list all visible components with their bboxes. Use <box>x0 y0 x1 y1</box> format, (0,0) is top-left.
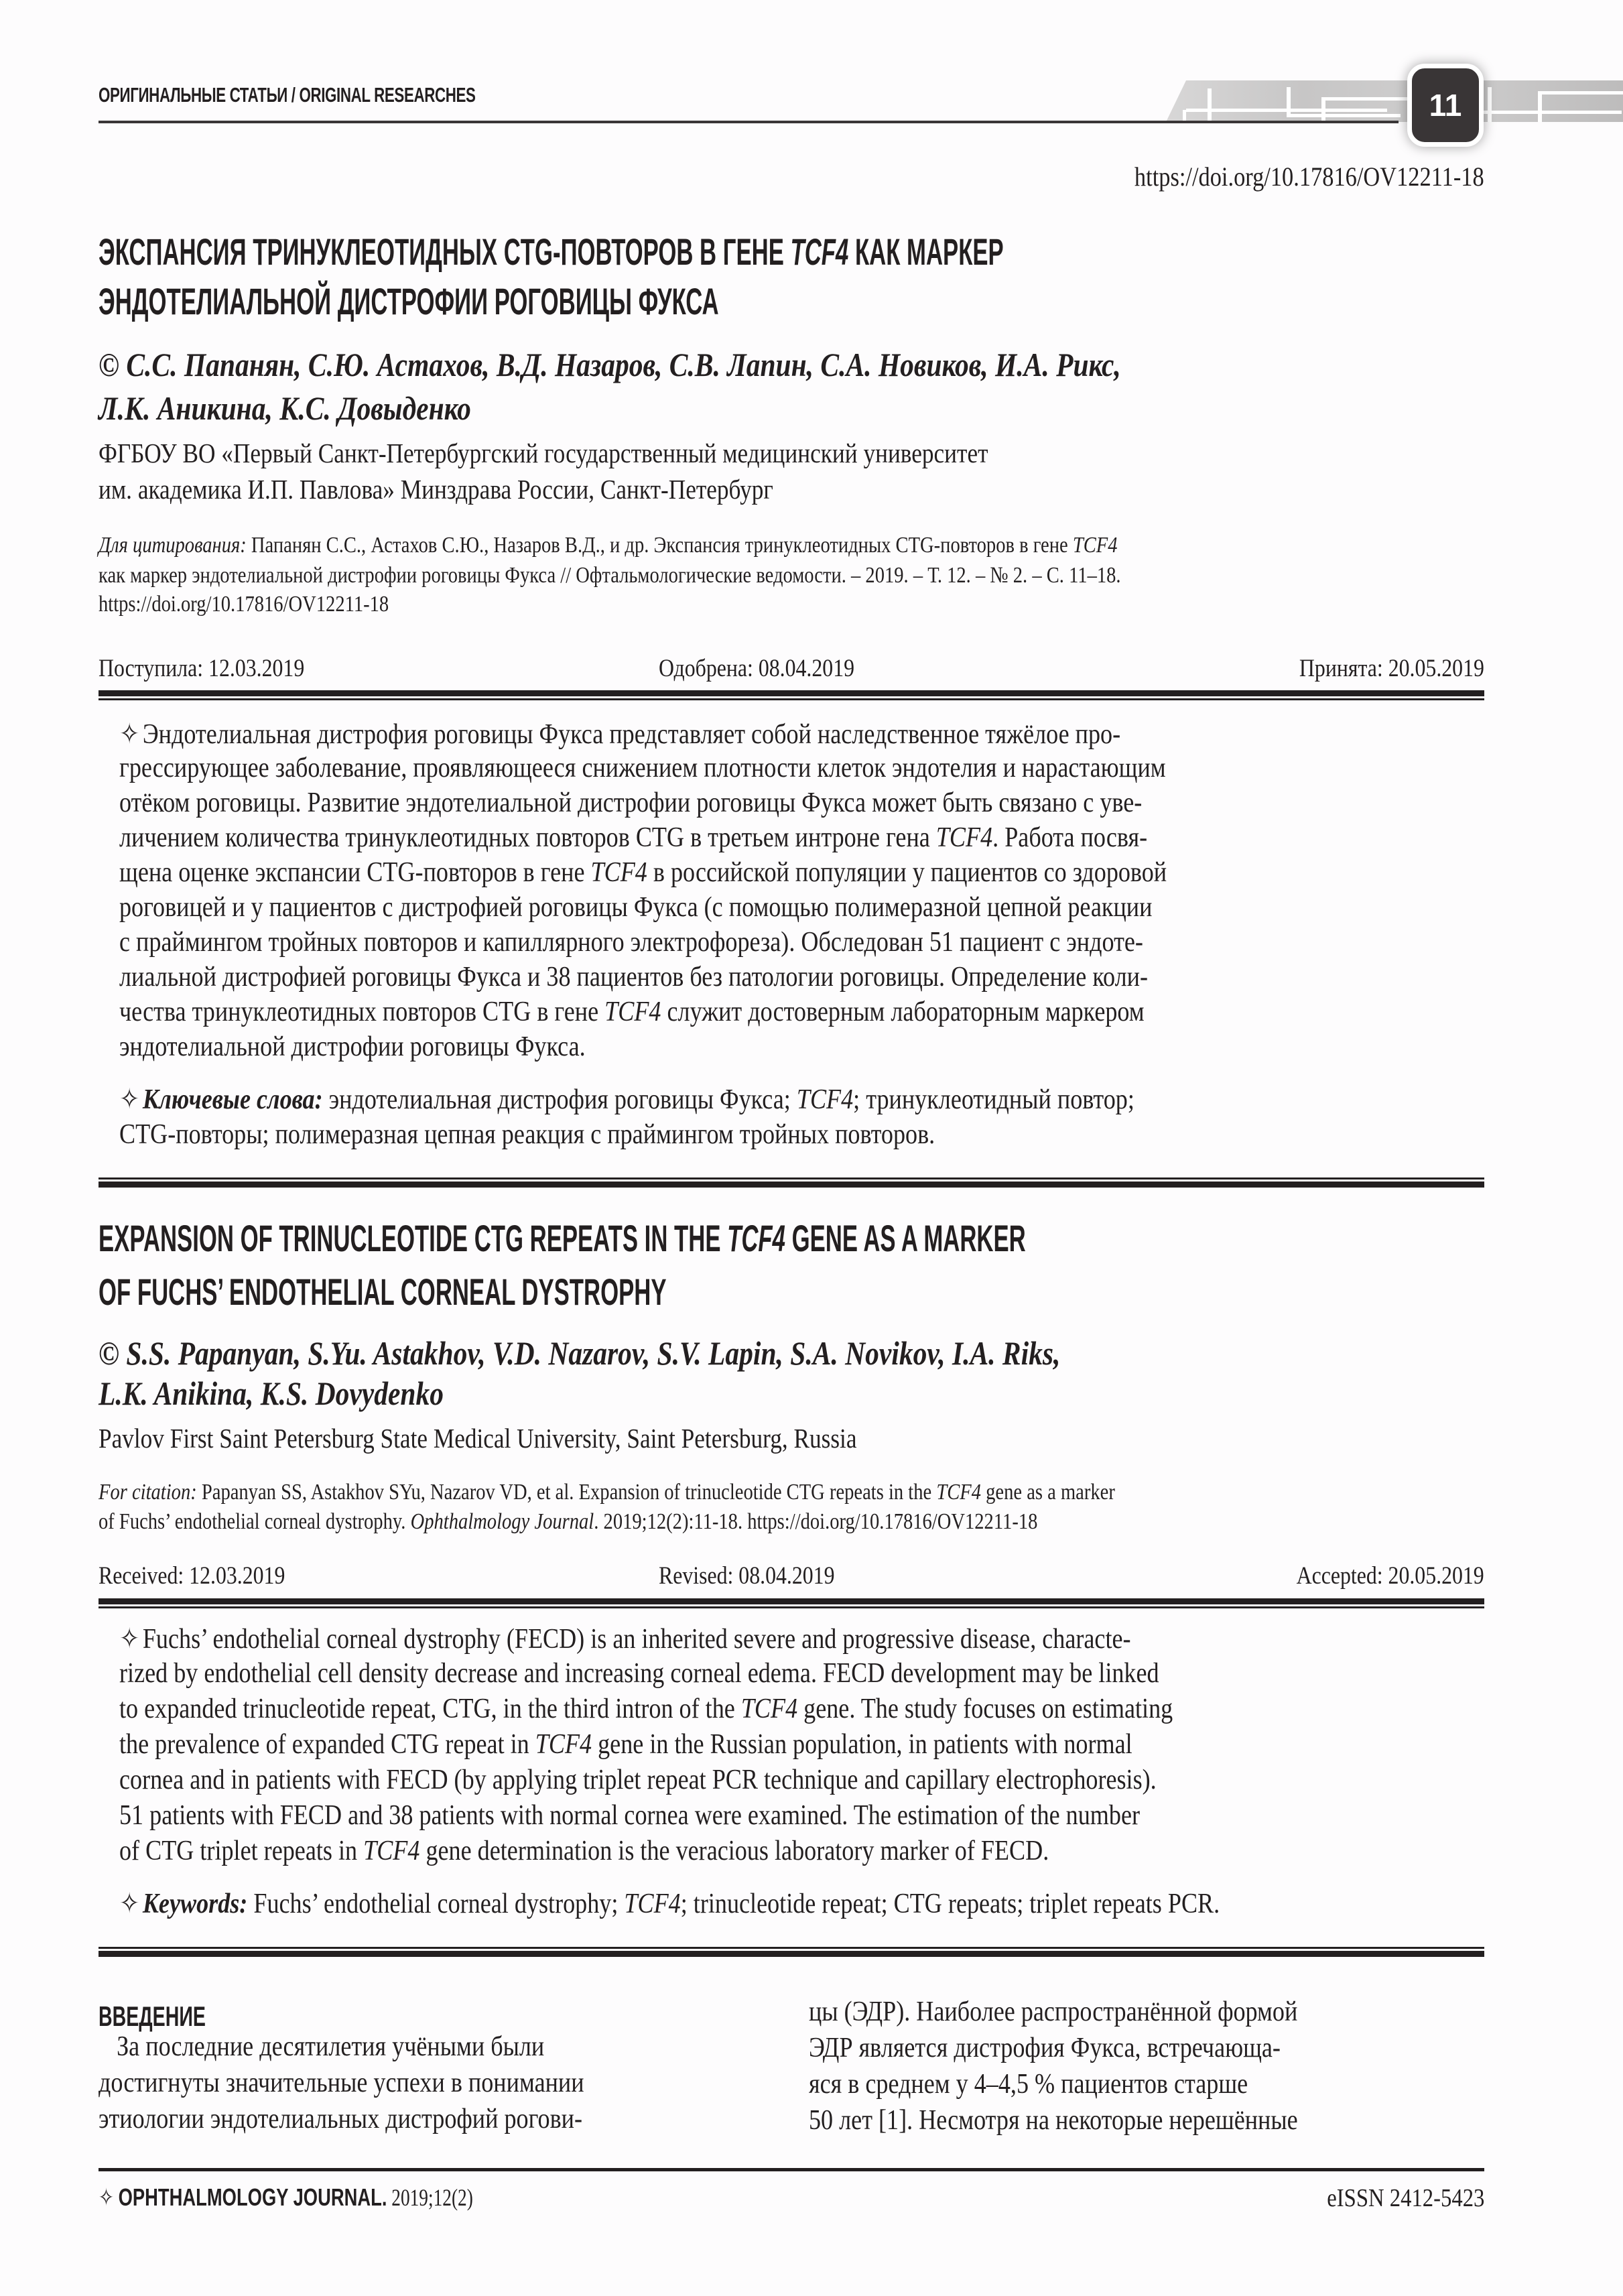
text-line: ✧ Fuchs’ endothelial corneal dystrophy (FECD) is an inherited severe and progressive disease, characte- <box>119 1622 1466 1657</box>
ru-affiliation-line-1: ФГБОУ ВО «Первый Санкт-Петербургский государственный медицинский университет <box>99 438 988 468</box>
text-line: ЭДР является дистрофия Фукса, встречающа- <box>809 2033 1281 2063</box>
text-line: ✧ Эндотелиальная дистрофия роговицы Фукса представляет собой наследственное тяжёлое про- <box>119 717 1466 752</box>
en-abstract <box>119 1622 1466 1870</box>
text-line: щена оценке экспансии CTG-повторов в гене TCF4 в российской популяции у пациентов со здоровой <box>119 857 1167 888</box>
diamond-star-icon: ✧ <box>119 719 140 750</box>
ru-citation-line-2: как маркер эндотелиальной дистрофии роговицы Фукса // Офтальмологические ведомости. – 2019. – Т. 12. – № 2. – С. 11–18. <box>99 563 1121 588</box>
text-line: грессирующее заболевание, проявляющееся снижением плотности клеток эндотелия и нарастающим <box>119 753 1166 783</box>
en-rule-bottom <box>99 1947 1484 1957</box>
footer-eissn: eISSN 2412-5423 <box>1326 2184 1484 2212</box>
text-line: отёком роговицы. Развитие эндотелиальной дистрофии роговицы Фукса может быть связано с уве- <box>119 787 1143 818</box>
ru-accepted-date: Принята: 20.05.2019 <box>1299 655 1484 682</box>
header-decoration <box>1166 80 1623 122</box>
header-rule <box>99 121 1399 123</box>
en-rule-top <box>99 1598 1484 1608</box>
gene-name: TCF4 <box>790 231 849 273</box>
ru-rule-bottom <box>99 1177 1484 1188</box>
ru-title-line-1: ЭКСПАНСИЯ ТРИНУКЛЕОТИДНЫХ CTG-ПОВТОРОВ В ГЕНЕ TCF4 КАК МАРКЕР <box>99 231 1004 273</box>
diamond-star-icon: ✧ <box>119 1084 140 1115</box>
ru-citation-line-1: Для цитирования: Папанян С.С., Астахов С.Ю., Назаров В.Д., и др. Экспансия тринуклеотидных CTG-повторов в гене TCF4 <box>99 533 1118 558</box>
ru-abstract <box>119 717 1466 1066</box>
en-accepted-date: Accepted: 20.05.2019 <box>1296 1562 1484 1590</box>
en-citation-line-1: For citation: Papanyan SS, Astakhov SYu, Nazarov VD, et al. Expansion of trinucleotide CTG repeats in the TCF4 gene as a marker <box>99 1480 1115 1505</box>
text-line: cornea and in patients with FECD (by applying triplet repeat PCR technique and capillary electrophoresis). <box>119 1765 1157 1795</box>
ru-title-line-2: ЭНДОТЕЛИАЛЬНОЙ ДИСТРОФИИ РОГОВИЦЫ ФУКСА <box>99 280 719 322</box>
ru-received-date: Поступила: 12.03.2019 <box>99 655 305 682</box>
text-line: личением количества тринуклеотидных повторов CTG в третьем интроне гена TCF4. Работа посвя- <box>119 822 1148 853</box>
intro-heading: ВВЕДЕНИЕ <box>99 2000 206 2032</box>
en-affiliation: Pavlov First Saint Petersburg State Medical University, Saint Petersburg, Russia <box>99 1423 857 1454</box>
text-line: to expanded trinucleotide repeat, CTG, in the third intron of the TCF4 gene. The study focuses on estimating <box>119 1694 1173 1724</box>
text-line: 51 patients with FECD and 38 patients with normal cornea were examined. The estimation of the number <box>119 1800 1141 1831</box>
text-line: достигнуты значительные успехи в понимании <box>99 2067 584 2098</box>
diamond-star-icon: ✧ <box>99 2184 114 2211</box>
text-line: этиологии эндотелиальных дистрофий рогови- <box>99 2104 582 2134</box>
en-keywords: ✧ Keywords: Fuchs’ endothelial corneal dystrophy; TCF4; trinucleotide repeat; CTG repeats; triplet repeats PCR. <box>119 1887 1466 1923</box>
footer-rule <box>99 2168 1484 2171</box>
doi-link[interactable]: https://doi.org/10.17816/OV12211-18 <box>1134 162 1484 192</box>
en-received-date: Received: 12.03.2019 <box>99 1562 285 1590</box>
en-title-line-1: EXPANSION OF TRINUCLEOTIDE CTG REPEATS IN THE TCF4 GENE AS A MARKER <box>99 1217 1026 1259</box>
text-line: эндотелиальной дистрофии роговицы Фукса. <box>119 1031 586 1062</box>
footer-journal: ✧ OPHTHALMOLOGY JOURNAL. 2019;12(2) <box>99 2183 473 2211</box>
en-revised-date: Revised: 08.04.2019 <box>659 1562 835 1590</box>
diamond-star-icon: ✧ <box>119 1624 140 1655</box>
text-line: the prevalence of expanded CTG repeat in TCF4 gene in the Russian population, in patients with normal <box>119 1729 1132 1760</box>
text-line: роговицей и у пациентов с дистрофией роговицы Фукса (с помощью полимеразной цепной реакции <box>119 892 1153 923</box>
text-line: 50 лет [1]. Несмотря на некоторые нерешённые <box>809 2105 1298 2136</box>
intro-right-column <box>809 1996 1377 2141</box>
ru-revised-date: Одобрена: 08.04.2019 <box>659 655 855 682</box>
ru-citation-doi[interactable]: https://doi.org/10.17816/OV12211-18 <box>99 592 389 617</box>
ru-affiliation-line-2: им. академика И.П. Павлова» Минздрава России, Санкт-Петербург <box>99 474 773 505</box>
text-line: яся в среднем у 4–4,5 % пациентов старше <box>809 2069 1248 2100</box>
text-line: чества тринуклеотидных повторов CTG в гене TCF4 служит достоверным лабораторным маркером <box>119 997 1145 1027</box>
en-title-line-2: OF FUCHS’ ENDOTHELIAL CORNEAL DYSTROPHY <box>99 1271 667 1313</box>
text-line: с праймингом тройных повторов и капиллярного электрофореза). Обследован 51 пациент с эндоте- <box>119 927 1143 958</box>
ru-rule-top <box>99 690 1484 700</box>
text-line: of CTG triplet repeats in TCF4 gene determination is the veracious laboratory marker of FECD. <box>119 1836 1049 1866</box>
text-line: цы (ЭДР). Наиболее распространённой формой <box>809 1996 1298 2027</box>
text-line: лиальной дистрофией роговицы Фукса и 38 пациентов без патологии роговицы. Определение коли- <box>119 962 1149 993</box>
intro-left-column <box>99 2031 663 2139</box>
text-line: rized by endothelial cell density decrease and increasing corneal edema. FECD development may be linked <box>119 1658 1159 1689</box>
text-line: За последние десятилетия учёными были <box>99 2031 545 2062</box>
diamond-star-icon: ✧ <box>119 1889 140 1919</box>
ru-authors-line-1: © С.С. Папанян, С.Ю. Астахов, В.Д. Назаров, С.В. Лапин, С.А. Новиков, И.А. Рикс, <box>99 346 1121 383</box>
ru-keywords: ✧ Ключевые слова: эндотелиальная дистрофия роговицы Фукса; TCF4; тринуклеотидный повтор; CTG-повторы; полимеразная цепная реакция с праймингом тройных повторов. <box>119 1082 1466 1155</box>
section-label: ОРИГИНАЛЬНЫЕ СТАТЬИ / ORIGINAL RESEARCHES <box>99 83 476 107</box>
page-number-badge: 11 <box>1407 64 1484 147</box>
en-citation-line-2: of Fuchs’ endothelial corneal dystrophy. Ophthalmology Journal. 2019;12(2):11-18. https://doi.org/10.17816/OV12211-18 <box>99 1509 1038 1534</box>
en-authors-line-1: © S.S. Papanyan, S.Yu. Astakhov, V.D. Nazarov, S.V. Lapin, S.A. Novikov, I.A. Riks, <box>99 1334 1061 1372</box>
en-authors-line-2: L.K. Anikina, K.S. Dovydenko <box>99 1375 444 1412</box>
ru-authors-line-2: Л.К. Аникина, К.С. Довыденко <box>99 389 471 427</box>
